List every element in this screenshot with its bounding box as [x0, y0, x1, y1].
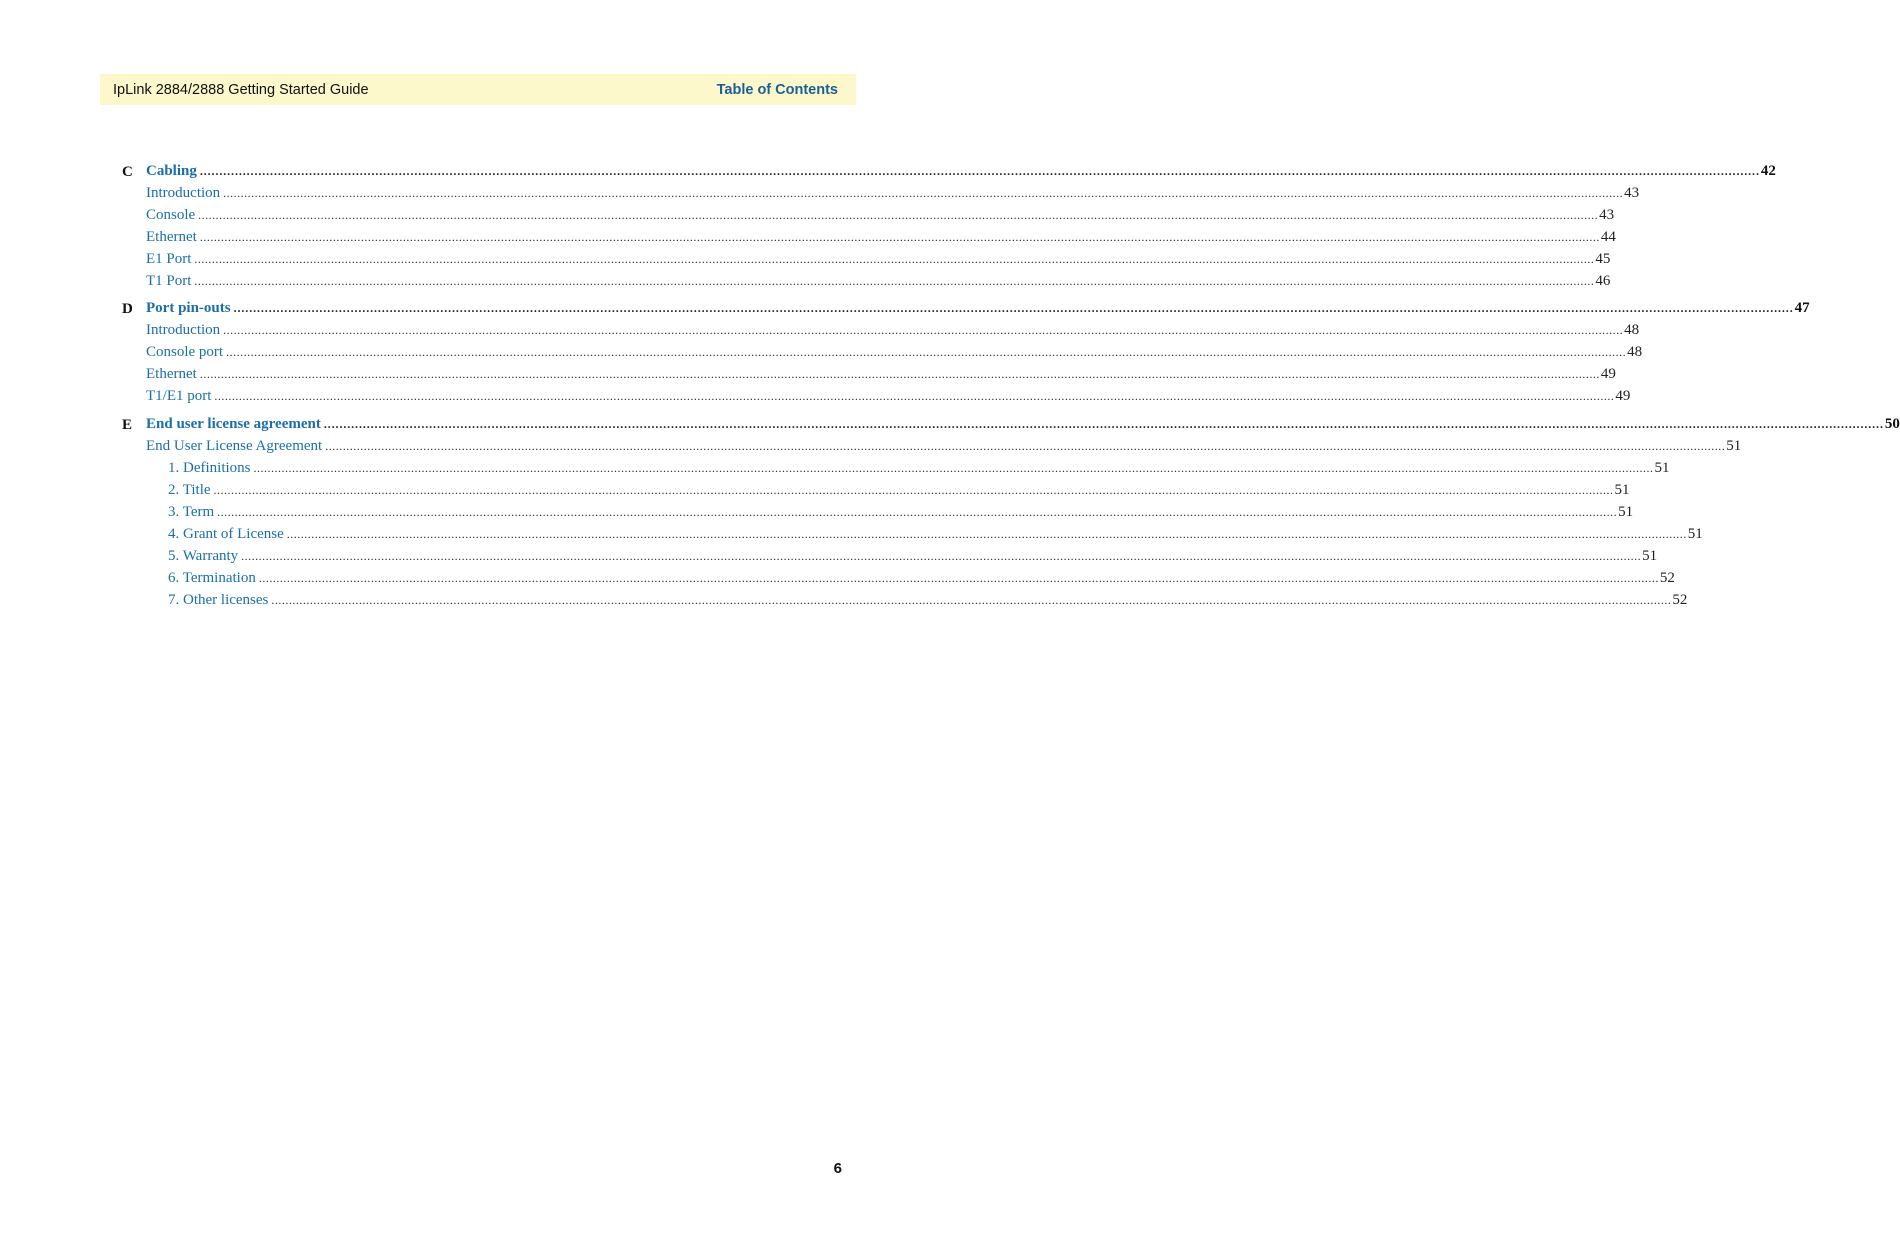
- dot-leader: ................................................................................................................................................................................................................................................................................................................................................................................................................: [286, 527, 1687, 541]
- toc-entry-title: 1. Definitions: [168, 460, 251, 476]
- dot-leader: ................................................................................................................................................................................................................................................................................................................................................................................................................: [194, 274, 1595, 288]
- dot-leader: ................................................................................................................................................................................................................................................................................................................................................................................................................: [223, 186, 1624, 200]
- toc-entry-link[interactable]: [168, 526, 1703, 548]
- dot-leader: ................................................................................................................................................................................................................................................................................................................................................................................................................: [198, 208, 1599, 222]
- dot-leader: ................................................................................................................................................................................................................................................................................................................................................................................................................: [226, 345, 1627, 359]
- section-title: Table of Contents: [716, 81, 838, 98]
- chapter-letter: E: [122, 417, 133, 433]
- toc-page-number: 43: [1624, 185, 1640, 201]
- document-title: IpLink 2884/2888 Getting Started Guide: [113, 81, 369, 98]
- dot-leader: ................................................................................................................................................................................................................................................................................................................................................................................................................: [199, 230, 1600, 244]
- toc-entry-title: 3. Term: [168, 504, 215, 520]
- dot-leader: ................................................................................................................................................................................................................................................................................................................................................................................................................: [233, 301, 1794, 315]
- toc-entry-title: 4. Grant of License: [168, 526, 284, 542]
- toc-entry-link[interactable]: [146, 322, 1640, 344]
- toc-entry-link[interactable]: [146, 344, 1643, 366]
- dot-leader: ................................................................................................................................................................................................................................................................................................................................................................................................................: [241, 549, 1642, 563]
- toc-chapter-link[interactable]: [146, 416, 1900, 438]
- dot-leader: ................................................................................................................................................................................................................................................................................................................................................................................................................: [199, 367, 1600, 381]
- toc-entry-link[interactable]: [168, 460, 1670, 482]
- toc-entry-link[interactable]: [146, 388, 1631, 410]
- toc-entry-title: 2. Title: [168, 482, 211, 498]
- toc-chapter-link[interactable]: [146, 300, 1810, 322]
- toc-entry-title: Ethernet: [146, 229, 197, 245]
- toc-entry-link[interactable]: [146, 251, 1611, 273]
- toc-entry-title: Cabling: [146, 163, 197, 179]
- toc-page-number: 45: [1595, 251, 1611, 267]
- toc-page-number: 47: [1794, 300, 1810, 316]
- toc-page-number: 51: [1642, 548, 1658, 564]
- dot-leader: ................................................................................................................................................................................................................................................................................................................................................................................................................: [213, 483, 1614, 497]
- toc-entry-title: Introduction: [146, 322, 221, 338]
- dot-leader: ................................................................................................................................................................................................................................................................................................................................................................................................................: [271, 593, 1672, 607]
- toc-page-number: 52: [1672, 592, 1688, 608]
- toc-page-number: 52: [1659, 570, 1675, 586]
- chapter-letter: D: [122, 301, 133, 317]
- toc-page-number: 48: [1627, 344, 1643, 360]
- toc-entry-link[interactable]: [146, 366, 1616, 388]
- toc-entry-link[interactable]: [146, 438, 1742, 460]
- toc-page-number: 49: [1600, 366, 1616, 382]
- dot-leader: ................................................................................................................................................................................................................................................................................................................................................................................................................: [223, 323, 1624, 337]
- page-number: 6: [833, 1160, 842, 1177]
- toc-entry-title: Ethernet: [146, 366, 197, 382]
- dot-leader: ................................................................................................................................................................................................................................................................................................................................................................................................................: [253, 461, 1654, 475]
- dot-leader: ................................................................................................................................................................................................................................................................................................................................................................................................................: [217, 505, 1618, 519]
- toc-entry-link[interactable]: [168, 504, 1634, 526]
- toc-chapter-link[interactable]: [146, 163, 1776, 185]
- dot-leader: ................................................................................................................................................................................................................................................................................................................................................................................................................: [323, 417, 1884, 431]
- toc-entry-title: 5. Warranty: [168, 548, 239, 564]
- toc-page-number: 42: [1760, 163, 1776, 179]
- toc-page-number: 51: [1687, 526, 1703, 542]
- toc-page-number: 51: [1654, 460, 1670, 476]
- toc-entry-title: E1 Port: [146, 251, 192, 267]
- toc-entry-link[interactable]: [146, 207, 1615, 229]
- toc-entry-title: T1/E1 port: [146, 388, 212, 404]
- toc-entry-link[interactable]: [168, 548, 1658, 570]
- toc-entry-link[interactable]: [146, 273, 1611, 295]
- toc-entry-link[interactable]: [146, 229, 1616, 251]
- toc-entry-link[interactable]: [168, 570, 1675, 592]
- toc-page-number: 44: [1600, 229, 1616, 245]
- dot-leader: ................................................................................................................................................................................................................................................................................................................................................................................................................: [199, 164, 1760, 178]
- toc-page-number: 48: [1624, 322, 1640, 338]
- toc-entry-title: End User License Agreement: [146, 438, 323, 454]
- toc-entry-link[interactable]: [168, 482, 1630, 504]
- toc-entry-title: Console port: [146, 344, 224, 360]
- toc-entry-title: Port pin-outs: [146, 300, 231, 316]
- toc-page-number: 51: [1618, 504, 1634, 520]
- toc-entry-title: 6. Termination: [168, 570, 256, 586]
- toc-entry-title: Console: [146, 207, 196, 223]
- toc-page-number: 51: [1726, 438, 1742, 454]
- dot-leader: ................................................................................................................................................................................................................................................................................................................................................................................................................: [258, 571, 1659, 585]
- toc-entry-title: 7. Other licenses: [168, 592, 269, 608]
- toc-page-number: 49: [1615, 388, 1631, 404]
- chapter-letter: C: [122, 164, 133, 180]
- page-header: [100, 74, 856, 105]
- toc-entry-title: Introduction: [146, 185, 221, 201]
- toc-entry-title: End user license agreement: [146, 416, 321, 432]
- dot-leader: ................................................................................................................................................................................................................................................................................................................................................................................................................: [325, 439, 1726, 453]
- toc-page-number: 46: [1595, 273, 1611, 289]
- dot-leader: ................................................................................................................................................................................................................................................................................................................................................................................................................: [194, 252, 1595, 266]
- toc-entry-title: T1 Port: [146, 273, 192, 289]
- toc-page-number: 51: [1614, 482, 1630, 498]
- toc-page-number: 43: [1599, 207, 1615, 223]
- toc-entry-link[interactable]: [146, 185, 1640, 207]
- toc-page-number: 50: [1884, 416, 1900, 432]
- dot-leader: ................................................................................................................................................................................................................................................................................................................................................................................................................: [214, 389, 1615, 403]
- toc-entry-link[interactable]: [168, 592, 1688, 614]
